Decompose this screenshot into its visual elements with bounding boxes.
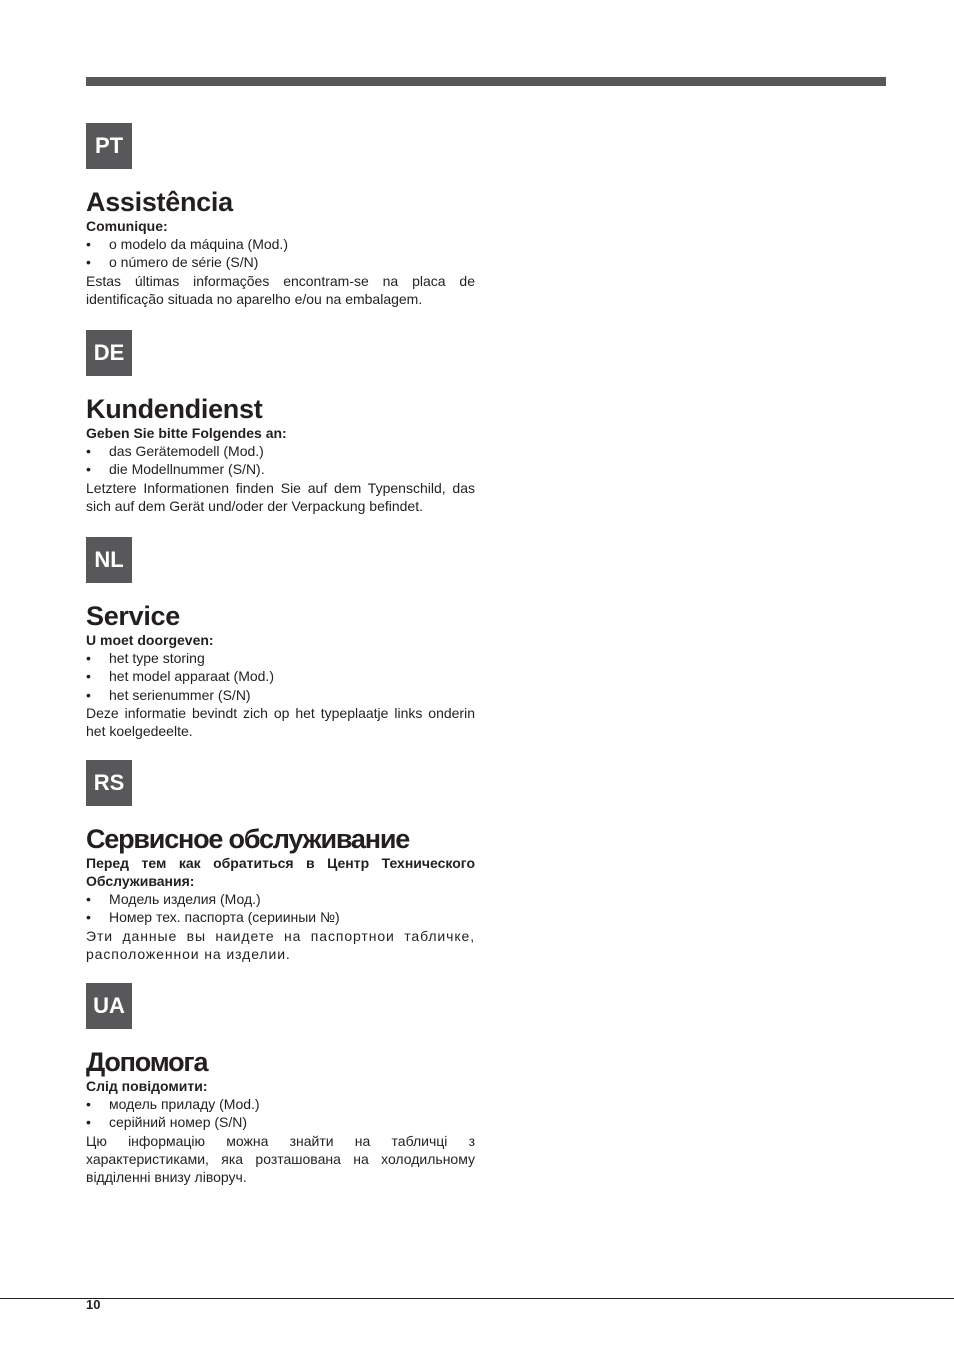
section-text-de: Letztere Informationen finden Sie auf dem Typenschild, das sich auf dem Gerät und/oder der Verpackung befindet. xyxy=(86,479,475,514)
section-lead-pt: Comunique: xyxy=(86,218,168,234)
section-text-ua: Цю інформацію можна знайти на табличці з характеристиками, яка розташована на холодильному відділенні внизу ліворуч. xyxy=(86,1132,475,1186)
section-text-pt: Estas últimas informações encontram-se na placa de identificação situada no aparelho e/ou na embalagem. xyxy=(86,272,475,307)
section-text-rs: Эти данные вы наидете на паспортнои табличке, расположеннои на изделии. xyxy=(86,927,475,962)
list-item: • het type storing xyxy=(86,649,475,667)
language-badge-ua: UA xyxy=(86,983,132,1029)
section-pt xyxy=(86,123,475,308)
bullet-list-ua xyxy=(86,1095,475,1132)
language-badge-pt: PT xyxy=(86,123,132,169)
bullet-list-de xyxy=(86,442,475,479)
list-item: • o número de série (S/N) xyxy=(86,253,475,271)
page-number: 10 xyxy=(86,1297,101,1312)
list-item: • модель приладу (Mod.) xyxy=(86,1095,475,1113)
language-badge-nl: NL xyxy=(86,537,132,583)
section-nl xyxy=(86,537,475,740)
list-item: • o modelo da máquina (Mod.) xyxy=(86,235,475,253)
bullet-list-rs xyxy=(86,890,475,927)
section-de xyxy=(86,330,475,515)
language-badge-de: DE xyxy=(86,330,132,376)
section-text-nl: Deze informatie bevindt zich op het typeplaatje links onderin het koelgedeelte. xyxy=(86,704,475,740)
list-item: • Модель изделия (Мод.) xyxy=(86,890,475,908)
list-item: • Номер тех. паспорта (серииныи №) xyxy=(86,908,475,926)
bullet-list-nl xyxy=(86,649,475,704)
list-item: • серійний номер (S/N) xyxy=(86,1113,475,1131)
section-lead-de: Geben Sie bitte Folgendes an: xyxy=(86,425,287,441)
section-rs xyxy=(86,760,475,963)
language-badge-rs: RS xyxy=(86,760,132,806)
section-title-rs: Сервисное обслуживание xyxy=(86,824,410,854)
section-ua xyxy=(86,983,475,1186)
section-title-ua: Допомога xyxy=(86,1047,208,1077)
header-bar xyxy=(86,77,886,86)
list-item: • het serienummer (S/N) xyxy=(86,686,475,704)
section-lead-nl: U moet doorgeven: xyxy=(86,632,214,648)
bullet-list-pt xyxy=(86,235,475,272)
list-item: • die Modellnummer (S/N). xyxy=(86,460,475,478)
section-lead-rs: Перед тем как обратиться в Центр Технического Обслуживания: xyxy=(86,855,475,889)
list-item: • das Gerätemodell (Mod.) xyxy=(86,442,475,460)
section-lead-ua: Слід повідомити: xyxy=(86,1078,208,1094)
list-item: • het model apparaat (Mod.) xyxy=(86,667,475,685)
section-title-nl: Service xyxy=(86,601,180,631)
footer-rule xyxy=(0,1298,954,1299)
section-title-pt: Assistência xyxy=(86,187,233,217)
section-title-de: Kundendienst xyxy=(86,394,263,424)
